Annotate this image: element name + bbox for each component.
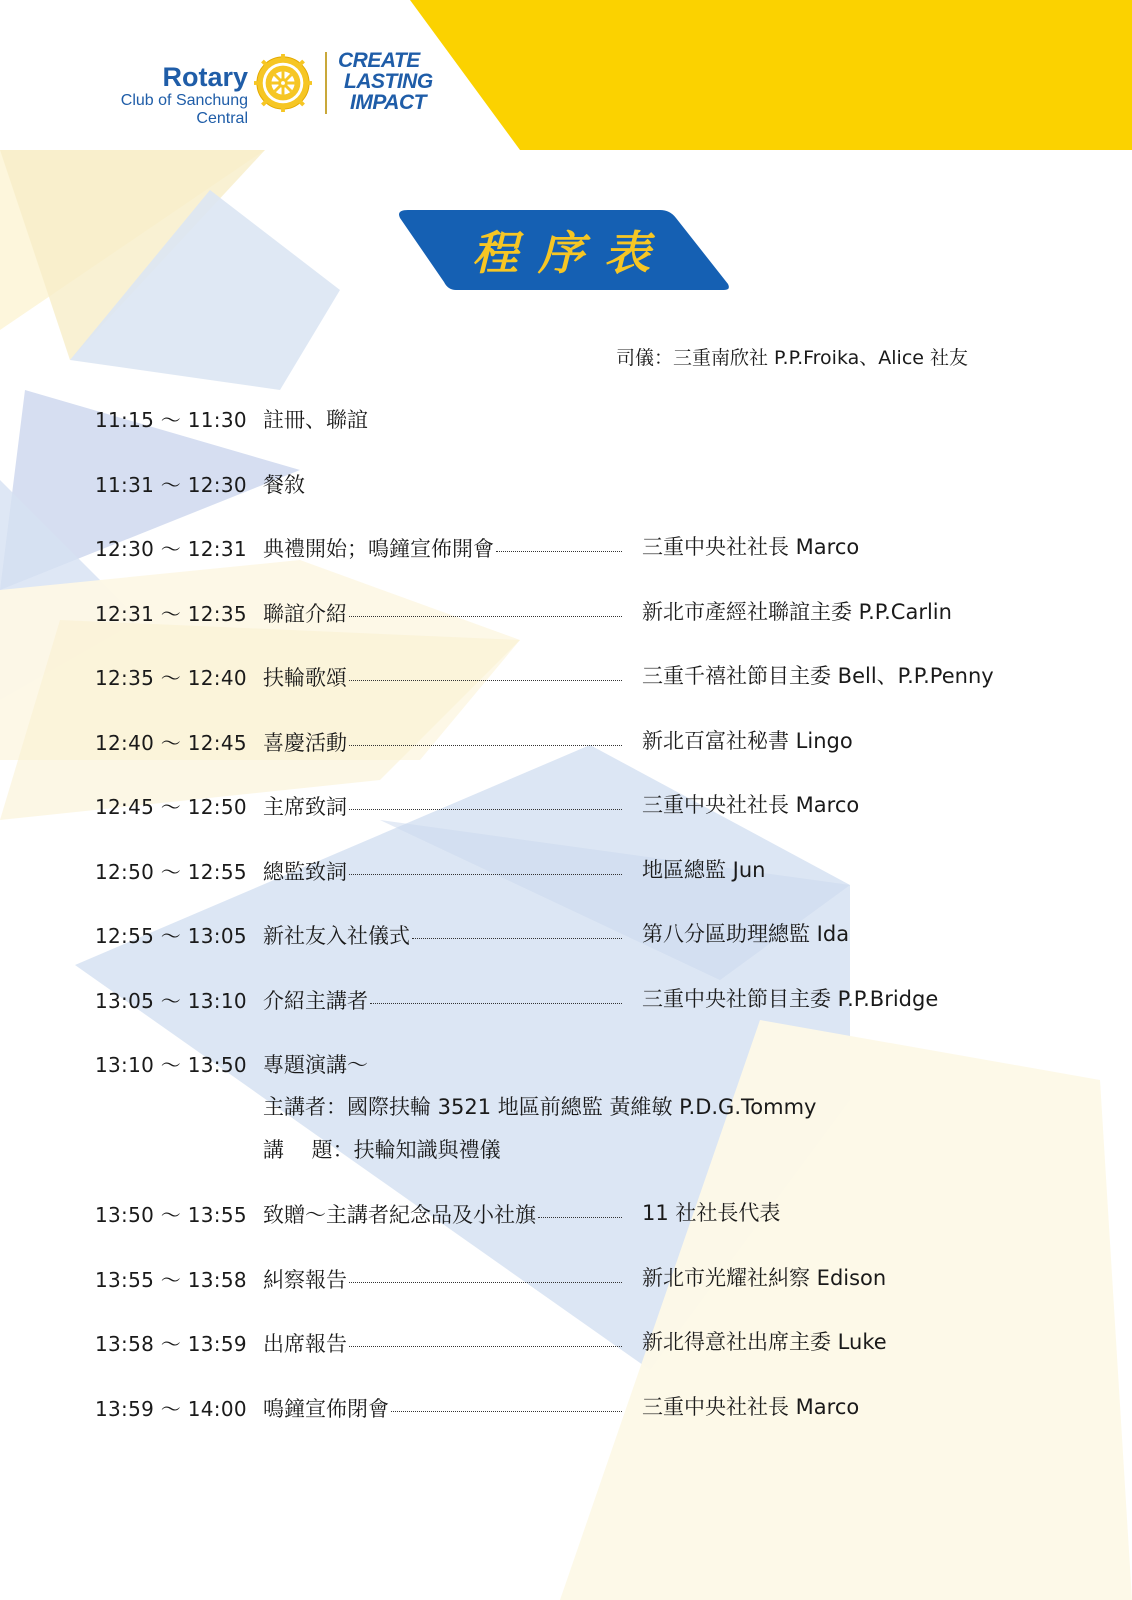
schedule-time: 13:55 ～ 13:58 — [95, 1268, 247, 1292]
club-name-line2: Central — [196, 110, 248, 127]
schedule-row — [95, 921, 1055, 951]
schedule-presenter: 三重中央社社長 Marco — [642, 793, 860, 817]
schedule-row — [95, 405, 1055, 435]
rotary-logo — [104, 62, 248, 128]
schedule-time: 12:31 ～ 12:35 — [95, 602, 247, 626]
rotary-wheel-icon — [254, 54, 312, 112]
schedule-row — [95, 792, 1055, 822]
schedule-time: 12:50 ～ 12:55 — [95, 860, 247, 884]
dotted-leader — [496, 551, 622, 552]
dotted-leader — [370, 1003, 622, 1004]
schedule-row — [95, 857, 1055, 887]
schedule-presenter: 新北百富社秘書 Lingo — [642, 729, 853, 753]
theme-line2: LASTING — [344, 70, 433, 93]
schedule-time: 13:50 ～ 13:55 — [95, 1203, 247, 1227]
schedule-item: 介紹主講者 — [263, 989, 368, 1013]
club-name-line1: Club of Sanchung — [120, 92, 248, 109]
schedule-time: 13:10 ～ 13:50 — [95, 1053, 247, 1077]
dotted-leader — [349, 809, 622, 810]
schedule-time: 12:35 ～ 12:40 — [95, 666, 247, 690]
schedule-item: 餐敘 — [263, 473, 305, 497]
schedule-item: 致贈～主講者紀念品及小社旗 — [263, 1203, 536, 1227]
schedule-row — [95, 986, 1055, 1016]
speech-topic: 講 題：扶輪知識與禮儀 — [263, 1138, 501, 1162]
schedule-time: 12:30 ～ 12:31 — [95, 537, 247, 561]
schedule-item: 出席報告 — [263, 1332, 347, 1356]
schedule-time: 13:59 ～ 14:00 — [95, 1397, 247, 1421]
schedule-item: 主席致詞 — [263, 795, 347, 819]
schedule-row — [95, 728, 1055, 758]
schedule-time: 13:58 ～ 13:59 — [95, 1332, 247, 1356]
schedule-presenter: 三重中央社節目主委 P.P.Bridge — [642, 987, 939, 1011]
schedule-presenter: 第八分區助理總監 Ida — [642, 922, 850, 946]
page-title: 程序表 — [472, 226, 670, 280]
rotary-name: Rotary — [162, 62, 248, 92]
schedule-item: 扶輪歌頌 — [263, 666, 347, 690]
schedule-item: 鳴鐘宣佈閉會 — [263, 1397, 389, 1421]
schedule-item: 典禮開始；鳴鐘宣佈開會 — [263, 537, 494, 561]
dotted-leader — [391, 1411, 622, 1412]
dotted-leader — [412, 938, 622, 939]
theme-line1: CREATE — [338, 49, 420, 72]
schedule-item: 喜慶活動 — [263, 731, 347, 755]
emcee-line: 司儀：三重南欣社 P.P.Froika、Alice 社友 — [616, 347, 969, 369]
schedule-row — [95, 1394, 1055, 1424]
schedule-presenter: 新北市產經社聯誼主委 P.P.Carlin — [642, 600, 952, 624]
schedule-row — [95, 599, 1055, 629]
schedule-row — [95, 470, 1055, 500]
schedule-presenter: 新北得意社出席主委 Luke — [642, 1330, 887, 1354]
schedule-row — [95, 534, 1055, 564]
speech-speaker: 主講者：國際扶輪 3521 地區前總監 黃維敏 P.D.G.Tommy — [263, 1095, 817, 1119]
schedule-presenter: 地區總監 Jun — [642, 858, 766, 882]
schedule-row — [95, 1329, 1055, 1359]
schedule-time: 12:45 ～ 12:50 — [95, 795, 247, 819]
dotted-leader — [538, 1217, 622, 1218]
schedule-row — [95, 663, 1055, 693]
schedule-time: 12:55 ～ 13:05 — [95, 924, 247, 948]
logo-divider — [325, 52, 327, 114]
schedule-item: 聯誼介紹 — [263, 602, 347, 626]
dotted-leader — [349, 1346, 622, 1347]
schedule-time: 13:05 ～ 13:10 — [95, 989, 247, 1013]
schedule-presenter: 新北市光耀社糾察 Edison — [642, 1266, 887, 1290]
schedule-row — [95, 1050, 1055, 1080]
schedule-row — [95, 1265, 1055, 1295]
schedule-presenter: 三重中央社社長 Marco — [642, 535, 860, 559]
dotted-leader — [349, 745, 622, 746]
schedule-time: 11:31 ～ 12:30 — [95, 473, 247, 497]
schedule-item: 總監致詞 — [263, 860, 347, 884]
schedule-presenter: 三重中央社社長 Marco — [642, 1395, 860, 1419]
schedule-item: 新社友入社儀式 — [263, 924, 410, 948]
schedule-item: 糾察報告 — [263, 1268, 347, 1292]
schedule-presenter: 三重千禧社節目主委 Bell、P.P.Penny — [642, 664, 994, 688]
schedule-time: 11:15 ～ 11:30 — [95, 408, 247, 432]
schedule-item: 專題演講～ — [263, 1053, 368, 1077]
schedule-item: 註冊、聯誼 — [263, 408, 368, 432]
theme-line3: IMPACT — [350, 91, 426, 114]
dotted-leader — [349, 616, 622, 617]
theme-lockup — [338, 50, 433, 113]
schedule-row — [95, 1200, 1055, 1230]
dotted-leader — [349, 680, 622, 681]
schedule-presenter: 11 社社長代表 — [642, 1201, 781, 1225]
dotted-leader — [349, 874, 622, 875]
schedule-time: 12:40 ～ 12:45 — [95, 731, 247, 755]
dotted-leader — [349, 1282, 622, 1283]
